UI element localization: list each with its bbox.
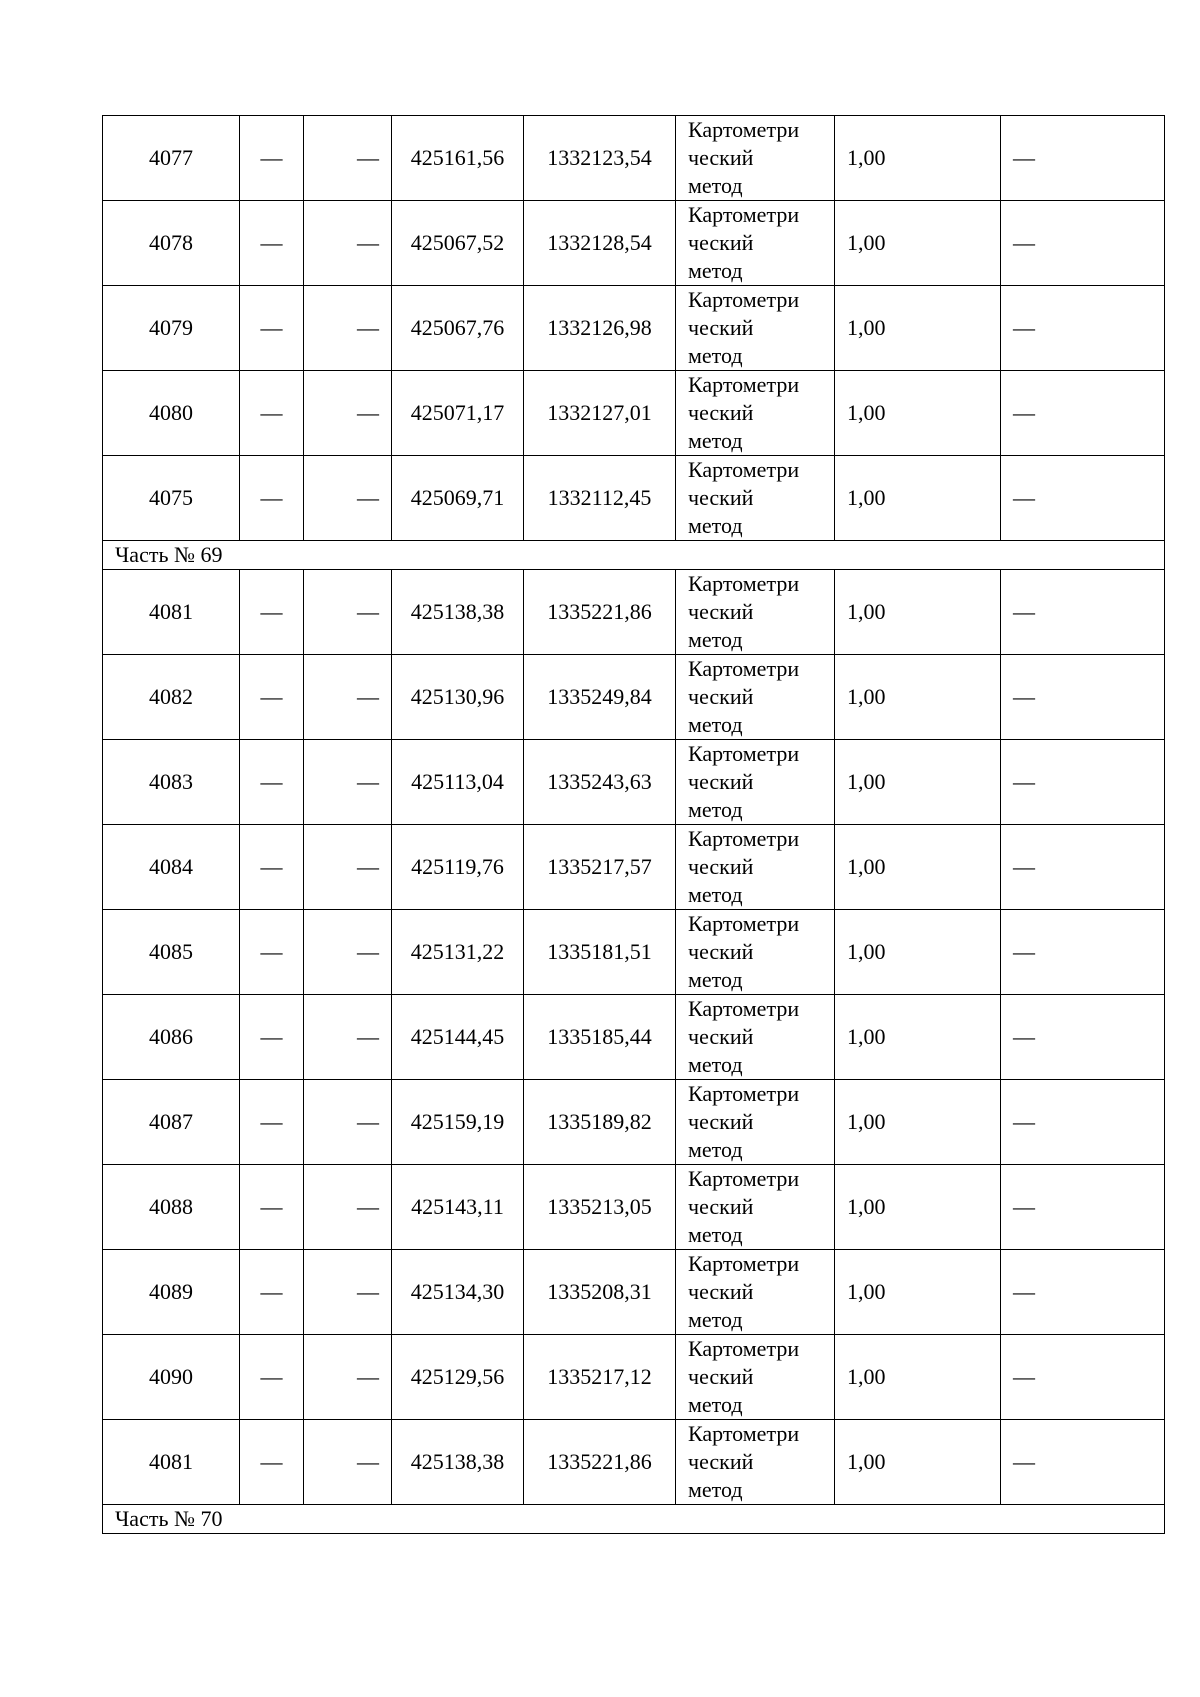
accuracy-cell: 1,00 <box>835 995 1001 1080</box>
point-number-cell: 4081 <box>103 570 240 655</box>
dash-cell: — <box>1001 371 1165 456</box>
dash-cell: — <box>1001 825 1165 910</box>
method-cell <box>676 456 835 541</box>
method-line: метод <box>688 1222 743 1247</box>
method-line: метод <box>688 882 743 907</box>
method-line: метод <box>688 343 743 368</box>
table-row <box>103 201 1165 286</box>
dash-cell: — <box>240 655 304 740</box>
method-line: ческий <box>688 599 754 624</box>
method-line: метод <box>688 173 743 198</box>
dash-cell: — <box>1001 1165 1165 1250</box>
dash-cell: — <box>240 1165 304 1250</box>
dash-cell: — <box>304 201 392 286</box>
y-coordinate-cell: 1335221,86 <box>524 570 676 655</box>
accuracy-cell: 1,00 <box>835 825 1001 910</box>
method-line: ческий <box>688 400 754 425</box>
point-number-cell: 4088 <box>103 1165 240 1250</box>
y-coordinate-cell: 1332128,54 <box>524 201 676 286</box>
y-coordinate-cell: 1332126,98 <box>524 286 676 371</box>
dash-cell: — <box>240 286 304 371</box>
x-coordinate-cell: 425130,96 <box>392 655 524 740</box>
method-line: Картометри <box>688 1421 800 1446</box>
dash-cell: — <box>240 371 304 456</box>
table-row <box>103 116 1165 201</box>
y-coordinate-cell: 1335181,51 <box>524 910 676 995</box>
method-line: ческий <box>688 769 754 794</box>
method-line: Картометри <box>688 287 800 312</box>
method-cell <box>676 1420 835 1505</box>
accuracy-cell: 1,00 <box>835 1335 1001 1420</box>
x-coordinate-cell: 425143,11 <box>392 1165 524 1250</box>
method-line: ческий <box>688 1194 754 1219</box>
accuracy-cell: 1,00 <box>835 1420 1001 1505</box>
y-coordinate-cell: 1335208,31 <box>524 1250 676 1335</box>
method-line: метод <box>688 513 743 538</box>
method-line: метод <box>688 627 743 652</box>
method-line: метод <box>688 1392 743 1417</box>
method-line: метод <box>688 712 743 737</box>
dash-cell: — <box>1001 995 1165 1080</box>
dash-cell: — <box>1001 1080 1165 1165</box>
point-number-cell: 4079 <box>103 286 240 371</box>
dash-cell: — <box>304 286 392 371</box>
method-line: Картометри <box>688 1336 800 1361</box>
dash-cell: — <box>1001 1335 1165 1420</box>
method-cell <box>676 995 835 1080</box>
method-line: ческий <box>688 485 754 510</box>
x-coordinate-cell: 425138,38 <box>392 570 524 655</box>
method-line: Картометри <box>688 202 800 227</box>
point-number-cell: 4084 <box>103 825 240 910</box>
method-line: ческий <box>688 684 754 709</box>
dash-cell: — <box>240 570 304 655</box>
method-cell <box>676 116 835 201</box>
table-row <box>103 286 1165 371</box>
x-coordinate-cell: 425161,56 <box>392 116 524 201</box>
accuracy-cell: 1,00 <box>835 740 1001 825</box>
coordinates-table <box>102 115 1165 1534</box>
y-coordinate-cell: 1335213,05 <box>524 1165 676 1250</box>
method-line: ческий <box>688 1024 754 1049</box>
method-cell <box>676 201 835 286</box>
method-cell <box>676 1165 835 1250</box>
dash-cell: — <box>240 910 304 995</box>
dash-cell: — <box>1001 201 1165 286</box>
dash-cell: — <box>304 1335 392 1420</box>
table-row <box>103 825 1165 910</box>
dash-cell: — <box>240 116 304 201</box>
dash-cell: — <box>304 1250 392 1335</box>
dash-cell: — <box>304 740 392 825</box>
table-row <box>103 1080 1165 1165</box>
table-row <box>103 1250 1165 1335</box>
method-line: ческий <box>688 939 754 964</box>
dash-cell: — <box>1001 910 1165 995</box>
x-coordinate-cell: 425119,76 <box>392 825 524 910</box>
x-coordinate-cell: 425131,22 <box>392 910 524 995</box>
method-line: Картометри <box>688 1081 800 1106</box>
dash-cell: — <box>304 116 392 201</box>
method-cell <box>676 740 835 825</box>
dash-cell: — <box>304 1420 392 1505</box>
accuracy-cell: 1,00 <box>835 570 1001 655</box>
table-row <box>103 371 1165 456</box>
method-cell <box>676 825 835 910</box>
dash-cell: — <box>1001 456 1165 541</box>
y-coordinate-cell: 1332112,45 <box>524 456 676 541</box>
method-line: ческий <box>688 1279 754 1304</box>
x-coordinate-cell: 425071,17 <box>392 371 524 456</box>
point-number-cell: 4086 <box>103 995 240 1080</box>
dash-cell: — <box>1001 116 1165 201</box>
section-row <box>103 541 1165 570</box>
y-coordinate-cell: 1335217,12 <box>524 1335 676 1420</box>
method-line: Картометри <box>688 372 800 397</box>
y-coordinate-cell: 1332127,01 <box>524 371 676 456</box>
method-line: Картометри <box>688 457 800 482</box>
point-number-cell: 4085 <box>103 910 240 995</box>
dash-cell: — <box>304 825 392 910</box>
accuracy-cell: 1,00 <box>835 456 1001 541</box>
dash-cell: — <box>1001 1250 1165 1335</box>
point-number-cell: 4077 <box>103 116 240 201</box>
dash-cell: — <box>240 1080 304 1165</box>
method-line: Картометри <box>688 826 800 851</box>
table-row <box>103 456 1165 541</box>
point-number-cell: 4090 <box>103 1335 240 1420</box>
dash-cell: — <box>1001 286 1165 371</box>
method-cell <box>676 1335 835 1420</box>
table-row <box>103 570 1165 655</box>
y-coordinate-cell: 1335189,82 <box>524 1080 676 1165</box>
x-coordinate-cell: 425129,56 <box>392 1335 524 1420</box>
method-line: ческий <box>688 230 754 255</box>
accuracy-cell: 1,00 <box>835 1250 1001 1335</box>
method-line: метод <box>688 1137 743 1162</box>
point-number-cell: 4087 <box>103 1080 240 1165</box>
method-line: метод <box>688 1052 743 1077</box>
table-row <box>103 1335 1165 1420</box>
method-line: метод <box>688 967 743 992</box>
dash-cell: — <box>240 995 304 1080</box>
method-line: ческий <box>688 1449 754 1474</box>
table-body <box>103 116 1165 1534</box>
method-cell <box>676 1250 835 1335</box>
method-line: Картометри <box>688 656 800 681</box>
point-number-cell: 4083 <box>103 740 240 825</box>
method-cell <box>676 910 835 995</box>
dash-cell: — <box>304 995 392 1080</box>
accuracy-cell: 1,00 <box>835 655 1001 740</box>
x-coordinate-cell: 425113,04 <box>392 740 524 825</box>
x-coordinate-cell: 425144,45 <box>392 995 524 1080</box>
point-number-cell: 4075 <box>103 456 240 541</box>
dash-cell: — <box>304 910 392 995</box>
method-cell <box>676 655 835 740</box>
dash-cell: — <box>240 201 304 286</box>
y-coordinate-cell: 1335221,86 <box>524 1420 676 1505</box>
x-coordinate-cell: 425138,38 <box>392 1420 524 1505</box>
method-line: Картометри <box>688 1251 800 1276</box>
accuracy-cell: 1,00 <box>835 1165 1001 1250</box>
method-line: Картометри <box>688 741 800 766</box>
dash-cell: — <box>1001 655 1165 740</box>
x-coordinate-cell: 425069,71 <box>392 456 524 541</box>
dash-cell: — <box>304 655 392 740</box>
method-line: ческий <box>688 315 754 340</box>
dash-cell: — <box>304 570 392 655</box>
dash-cell: — <box>240 1335 304 1420</box>
method-line: Картометри <box>688 117 800 142</box>
method-line: метод <box>688 258 743 283</box>
accuracy-cell: 1,00 <box>835 201 1001 286</box>
y-coordinate-cell: 1335217,57 <box>524 825 676 910</box>
dash-cell: — <box>1001 570 1165 655</box>
table-row <box>103 910 1165 995</box>
section-row <box>103 1505 1165 1534</box>
table-row <box>103 740 1165 825</box>
dash-cell: — <box>304 1080 392 1165</box>
table-row <box>103 1165 1165 1250</box>
method-line: ческий <box>688 854 754 879</box>
method-line: ческий <box>688 145 754 170</box>
y-coordinate-cell: 1332123,54 <box>524 116 676 201</box>
y-coordinate-cell: 1335185,44 <box>524 995 676 1080</box>
y-coordinate-cell: 1335243,63 <box>524 740 676 825</box>
dash-cell: — <box>240 825 304 910</box>
method-line: метод <box>688 1307 743 1332</box>
x-coordinate-cell: 425159,19 <box>392 1080 524 1165</box>
accuracy-cell: 1,00 <box>835 286 1001 371</box>
method-line: метод <box>688 428 743 453</box>
method-line: ческий <box>688 1109 754 1134</box>
method-line: Картометри <box>688 1166 800 1191</box>
dash-cell: — <box>240 456 304 541</box>
dash-cell: — <box>240 1420 304 1505</box>
method-line: Картометри <box>688 911 800 936</box>
dash-cell: — <box>240 740 304 825</box>
dash-cell: — <box>304 456 392 541</box>
dash-cell: — <box>240 1250 304 1335</box>
method-line: метод <box>688 1477 743 1502</box>
accuracy-cell: 1,00 <box>835 371 1001 456</box>
y-coordinate-cell: 1335249,84 <box>524 655 676 740</box>
method-line: ческий <box>688 1364 754 1389</box>
method-line: Картометри <box>688 996 800 1021</box>
section-label: Часть № 70 <box>103 1505 1165 1534</box>
method-cell <box>676 371 835 456</box>
method-cell <box>676 570 835 655</box>
x-coordinate-cell: 425067,76 <box>392 286 524 371</box>
dash-cell: — <box>304 1165 392 1250</box>
method-cell <box>676 286 835 371</box>
table-row <box>103 995 1165 1080</box>
point-number-cell: 4078 <box>103 201 240 286</box>
accuracy-cell: 1,00 <box>835 116 1001 201</box>
method-line: метод <box>688 797 743 822</box>
table-row <box>103 1420 1165 1505</box>
x-coordinate-cell: 425067,52 <box>392 201 524 286</box>
point-number-cell: 4081 <box>103 1420 240 1505</box>
section-label: Часть № 69 <box>103 541 1165 570</box>
accuracy-cell: 1,00 <box>835 910 1001 995</box>
x-coordinate-cell: 425134,30 <box>392 1250 524 1335</box>
point-number-cell: 4080 <box>103 371 240 456</box>
dash-cell: — <box>304 371 392 456</box>
method-cell <box>676 1080 835 1165</box>
dash-cell: — <box>1001 740 1165 825</box>
point-number-cell: 4082 <box>103 655 240 740</box>
dash-cell: — <box>1001 1420 1165 1505</box>
accuracy-cell: 1,00 <box>835 1080 1001 1165</box>
method-line: Картометри <box>688 571 800 596</box>
table-row <box>103 655 1165 740</box>
point-number-cell: 4089 <box>103 1250 240 1335</box>
